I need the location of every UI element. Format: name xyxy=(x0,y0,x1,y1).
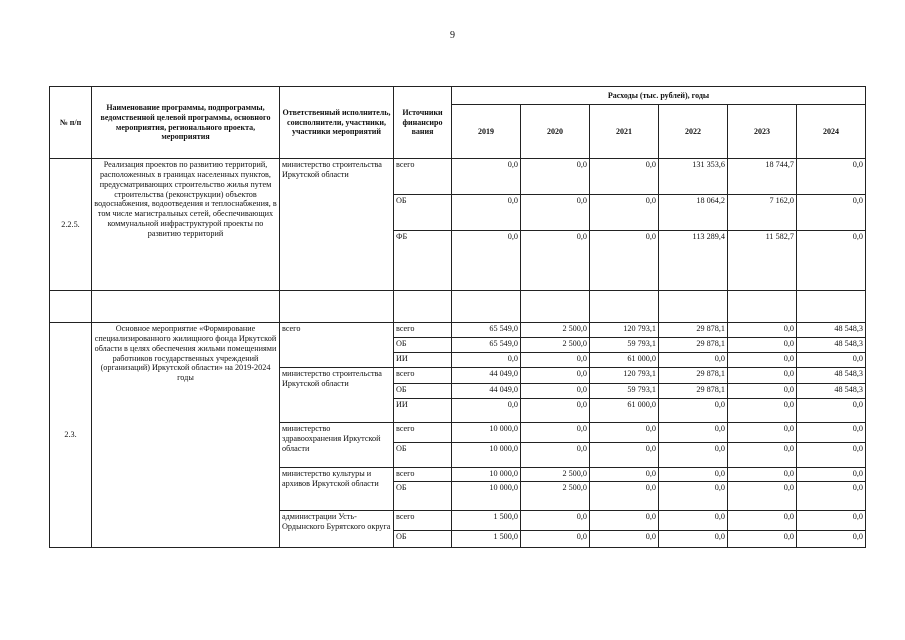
row-source: ОБ xyxy=(394,482,452,511)
row-value: 0,0 xyxy=(728,399,797,423)
row-value: 0,0 xyxy=(590,195,659,231)
row-value: 0,0 xyxy=(521,353,590,368)
row-value: 0,0 xyxy=(728,338,797,353)
row-name: Реализация проектов по развитию территорий, расположенных в границах населенных пунктов, предусматривающих строительство жилья путем строительства (реконструкции) объектов водоснабжения, водоотведения и теплоснабжения, в том числе магистральных сетей, обеспечивающих коммунальной инфраструктурой проекты по развитию территорий xyxy=(92,159,280,291)
row-value: 0,0 xyxy=(728,443,797,468)
row-value: 65 549,0 xyxy=(452,338,521,353)
row-value: 48 548,3 xyxy=(797,338,866,353)
row-source: всего xyxy=(394,323,452,338)
page-number: 9 xyxy=(450,30,455,41)
row-value: 0,0 xyxy=(659,443,728,468)
row-value: 61 000,0 xyxy=(590,353,659,368)
table-row xyxy=(50,159,866,195)
row-value: 0,0 xyxy=(797,482,866,511)
row-source: всего xyxy=(394,511,452,531)
row-value: 29 878,1 xyxy=(659,384,728,399)
row-responsible: министерство строительства Иркутской области xyxy=(280,368,394,423)
row-value: 0,0 xyxy=(590,159,659,195)
header-col-responsible: Ответственный исполнитель, соисполнители, участники, участники мероприятий xyxy=(280,87,394,159)
row-value: 2 500,0 xyxy=(521,482,590,511)
row-number: 2.2.5. xyxy=(50,159,92,291)
row-value: 1 500,0 xyxy=(452,531,521,548)
row-value: 0,0 xyxy=(590,531,659,548)
row-value: 0,0 xyxy=(659,511,728,531)
row-value: 0,0 xyxy=(728,353,797,368)
row-value: 0,0 xyxy=(728,368,797,384)
row-responsible: администрации Усть-Ордынского Бурятского округа xyxy=(280,511,394,548)
row-value: 0,0 xyxy=(659,423,728,443)
row-value: 0,0 xyxy=(728,531,797,548)
row-source: ОБ xyxy=(394,384,452,399)
row-value: 0,0 xyxy=(797,443,866,468)
row-value: 0,0 xyxy=(728,423,797,443)
row-number: 2.3. xyxy=(50,323,92,548)
row-value: 0,0 xyxy=(521,511,590,531)
row-value: 10 000,0 xyxy=(452,423,521,443)
header-year: 2020 xyxy=(521,105,590,159)
header-col-name: Наименование программы, подпрограммы, ведомственной целевой программы, основного мероприятия, регионального проекта, мероприятия xyxy=(92,87,280,159)
row-source: всего xyxy=(394,159,452,195)
row-value: 0,0 xyxy=(521,368,590,384)
budget-table xyxy=(49,86,866,548)
row-value: 113 289,4 xyxy=(659,231,728,291)
row-value: 48 548,3 xyxy=(797,384,866,399)
row-value: 29 878,1 xyxy=(659,338,728,353)
row-source: всего xyxy=(394,423,452,443)
row-value: 0,0 xyxy=(797,468,866,482)
row-value: 0,0 xyxy=(728,468,797,482)
row-value: 0,0 xyxy=(452,195,521,231)
header-col-sources: Источники финансиро вания xyxy=(394,87,452,159)
row-value: 0,0 xyxy=(590,443,659,468)
header-year: 2023 xyxy=(728,105,797,159)
row-value: 0,0 xyxy=(659,531,728,548)
row-value: 0,0 xyxy=(521,423,590,443)
row-value: 0,0 xyxy=(590,231,659,291)
row-value: 7 162,0 xyxy=(728,195,797,231)
header-year: 2021 xyxy=(590,105,659,159)
table-spacer-row xyxy=(50,291,866,323)
header-col-number: № п/п xyxy=(50,87,92,159)
row-value: 0,0 xyxy=(590,482,659,511)
row-value: 2 500,0 xyxy=(521,338,590,353)
row-value: 1 500,0 xyxy=(452,511,521,531)
row-source: ИИ xyxy=(394,399,452,423)
row-value: 0,0 xyxy=(659,353,728,368)
row-value: 0,0 xyxy=(521,399,590,423)
row-source: ОБ xyxy=(394,338,452,353)
row-value: 0,0 xyxy=(590,468,659,482)
table-row xyxy=(50,323,866,338)
row-source: ОБ xyxy=(394,443,452,468)
row-value: 2 500,0 xyxy=(521,468,590,482)
row-responsible: министерство культуры и архивов Иркутской области xyxy=(280,468,394,511)
row-value: 48 548,3 xyxy=(797,368,866,384)
row-value: 0,0 xyxy=(659,482,728,511)
row-name: Основное мероприятие «Формирование специализированного жилищного фонда Иркутской области в целях обеспечения жильми помещениями работников государственных учреждений (организаций) Иркутской области» на 2019-2024 годы xyxy=(92,323,280,548)
row-value: 59 793,1 xyxy=(590,384,659,399)
row-value: 0,0 xyxy=(452,231,521,291)
header-col-expenses: Расходы (тыс. рублей), годы xyxy=(452,87,866,105)
row-value: 0,0 xyxy=(797,399,866,423)
row-value: 10 000,0 xyxy=(452,482,521,511)
row-value: 0,0 xyxy=(590,423,659,443)
row-value: 59 793,1 xyxy=(590,338,659,353)
row-source: ИИ xyxy=(394,353,452,368)
row-responsible: всего xyxy=(280,323,394,368)
row-value: 11 582,7 xyxy=(728,231,797,291)
row-source: ОБ xyxy=(394,531,452,548)
row-value: 0,0 xyxy=(728,482,797,511)
row-value: 0,0 xyxy=(452,353,521,368)
row-value: 0,0 xyxy=(521,384,590,399)
row-value: 48 548,3 xyxy=(797,323,866,338)
row-value: 0,0 xyxy=(797,195,866,231)
row-value: 0,0 xyxy=(728,323,797,338)
row-value: 29 878,1 xyxy=(659,323,728,338)
header-year: 2019 xyxy=(452,105,521,159)
row-value: 0,0 xyxy=(521,531,590,548)
row-value: 0,0 xyxy=(452,159,521,195)
row-value: 0,0 xyxy=(659,399,728,423)
row-value: 18 064,2 xyxy=(659,195,728,231)
row-value: 0,0 xyxy=(797,353,866,368)
row-value: 120 793,1 xyxy=(590,323,659,338)
row-source: ФБ xyxy=(394,231,452,291)
row-value: 2 500,0 xyxy=(521,323,590,338)
header-year: 2022 xyxy=(659,105,728,159)
row-value: 0,0 xyxy=(521,195,590,231)
row-value: 65 549,0 xyxy=(452,323,521,338)
row-value: 44 049,0 xyxy=(452,384,521,399)
row-value: 120 793,1 xyxy=(590,368,659,384)
row-responsible: министерство строительства Иркутской области xyxy=(280,159,394,291)
row-source: всего xyxy=(394,368,452,384)
row-value: 0,0 xyxy=(797,159,866,195)
row-value: 0,0 xyxy=(728,384,797,399)
row-value: 0,0 xyxy=(797,231,866,291)
row-value: 0,0 xyxy=(521,443,590,468)
row-value: 131 353,6 xyxy=(659,159,728,195)
row-value: 0,0 xyxy=(797,531,866,548)
row-value: 0,0 xyxy=(521,231,590,291)
row-value: 0,0 xyxy=(452,399,521,423)
row-value: 0,0 xyxy=(659,468,728,482)
row-value: 10 000,0 xyxy=(452,468,521,482)
row-value: 18 744,7 xyxy=(728,159,797,195)
row-value: 0,0 xyxy=(728,511,797,531)
row-value: 61 000,0 xyxy=(590,399,659,423)
row-value: 44 049,0 xyxy=(452,368,521,384)
row-value: 0,0 xyxy=(797,511,866,531)
row-value: 0,0 xyxy=(521,159,590,195)
row-value: 29 878,1 xyxy=(659,368,728,384)
header-year: 2024 xyxy=(797,105,866,159)
row-source: ОБ xyxy=(394,195,452,231)
row-source: всего xyxy=(394,468,452,482)
row-value: 0,0 xyxy=(797,423,866,443)
row-value: 0,0 xyxy=(590,511,659,531)
row-value: 10 000,0 xyxy=(452,443,521,468)
row-responsible: министерство здравоохранения Иркутской области xyxy=(280,423,394,468)
